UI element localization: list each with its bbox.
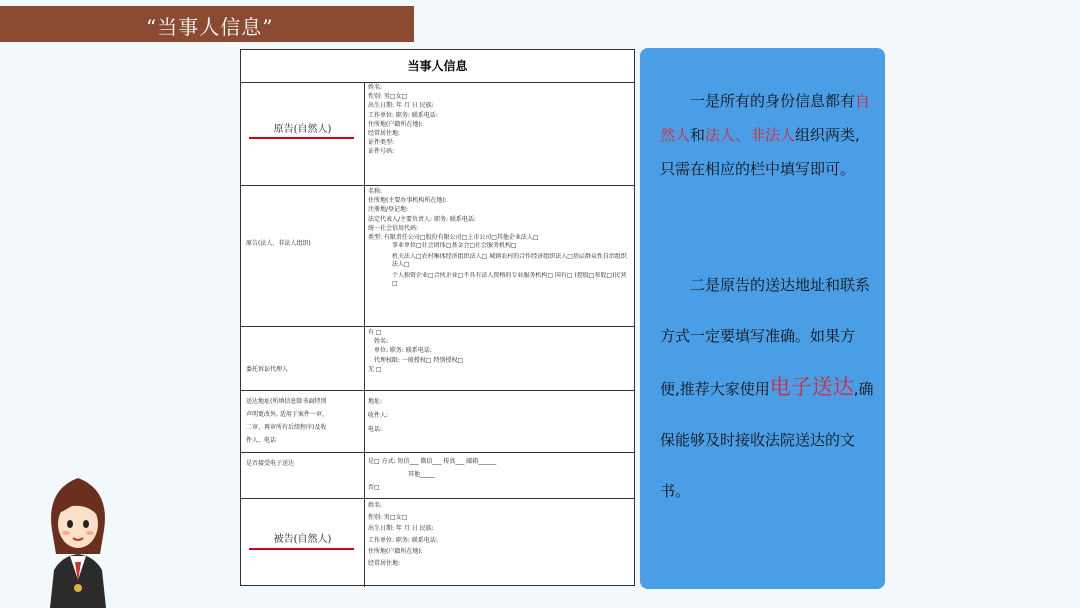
callout-paragraph-2: 二是原告的送达地址和联系方式一定要填写准确。如果方便,推荐大家使用电子送达,确保能够及时接收法院送达的文书。	[660, 276, 874, 500]
red-underline	[249, 137, 354, 139]
plaintiff-legal-fields: 名称: 住所地(主要办事机构所在地): 注册地/登记地: 法定代表人/主要负责人: 职务: 联系电话: 统一社会信用代码: 类型: 有限责任公司□股份有限公司□上市公司□其他企业法人□ 事业单位□社会团体□基金会□社会服务机构□ 机关法人□农村集体经济组织法人□ 城镇农村的合作经济组织法人□基层群众性自治组织法人□ 个人独资企业□合伙企业□不具有法人资格的专业服务机构□ 国有□ (控股□参股□)民营□	[368, 188, 627, 288]
form-title: 当事人信息	[241, 50, 634, 83]
defendant-natural-label: 被告(自然人)	[273, 534, 332, 545]
electronic-service-fields: 是□ 方式: 短信___ 微信___ 传真___ 邮箱______ 其他_____ 否□	[368, 458, 497, 491]
address-label: 送达地址(所填信息除书面特别 声明更改外, 适用于案件一审、 二审、再审所有后续程序)及收 件人、电话	[246, 398, 328, 444]
electronic-service-label: 是否接受电子送达	[246, 460, 295, 467]
address-fields: 地址: 收件人: 电话:	[368, 398, 389, 433]
electronic-service-row	[241, 453, 634, 499]
plaintiff-legal-row	[241, 186, 634, 327]
agent-fields: 有 □ 姓名: 单位: 职务: 联系电话: 代理权限: 一般授权□ 特别授权□ 无 □	[368, 329, 464, 373]
defendant-natural-row	[241, 499, 634, 587]
plaintiff-natural-label: 原告(自然人)	[273, 124, 332, 135]
defendant-natural-fields: 姓名: 性别: 男□女□ 出生日期: 年 月 日 民族: 工作单位: 职务: 联系电话: 住所地(户籍所在地): 经常居住地:	[368, 502, 438, 567]
plaintiff-natural-fields: 姓名: 性别: 男□女□ 出生日期: 年 月 日 民族: 工作单位: 职务: 联系电话: 住所地(户籍所在地): 经常居住地: 证件类型: 证件号码:	[368, 84, 438, 156]
lawyer-avatar-illustration	[42, 470, 114, 608]
party-info-form	[240, 49, 635, 586]
banner-title: “当事人信息”	[146, 15, 274, 39]
agent-row	[241, 327, 634, 391]
callout-paragraph-1: 一是所有的身份信息都有自然人和法人、非法人组织两类,只需在相应的栏中填写即可。	[660, 92, 871, 178]
address-row	[241, 391, 634, 453]
plaintiff-legal-label: 原告(法人、非法人组织)	[246, 240, 311, 247]
plaintiff-natural-row	[241, 82, 634, 186]
section-banner	[0, 6, 414, 42]
red-underline	[249, 548, 354, 550]
explanation-callout	[640, 48, 885, 589]
agent-label: 委托诉讼代理人	[246, 366, 289, 373]
